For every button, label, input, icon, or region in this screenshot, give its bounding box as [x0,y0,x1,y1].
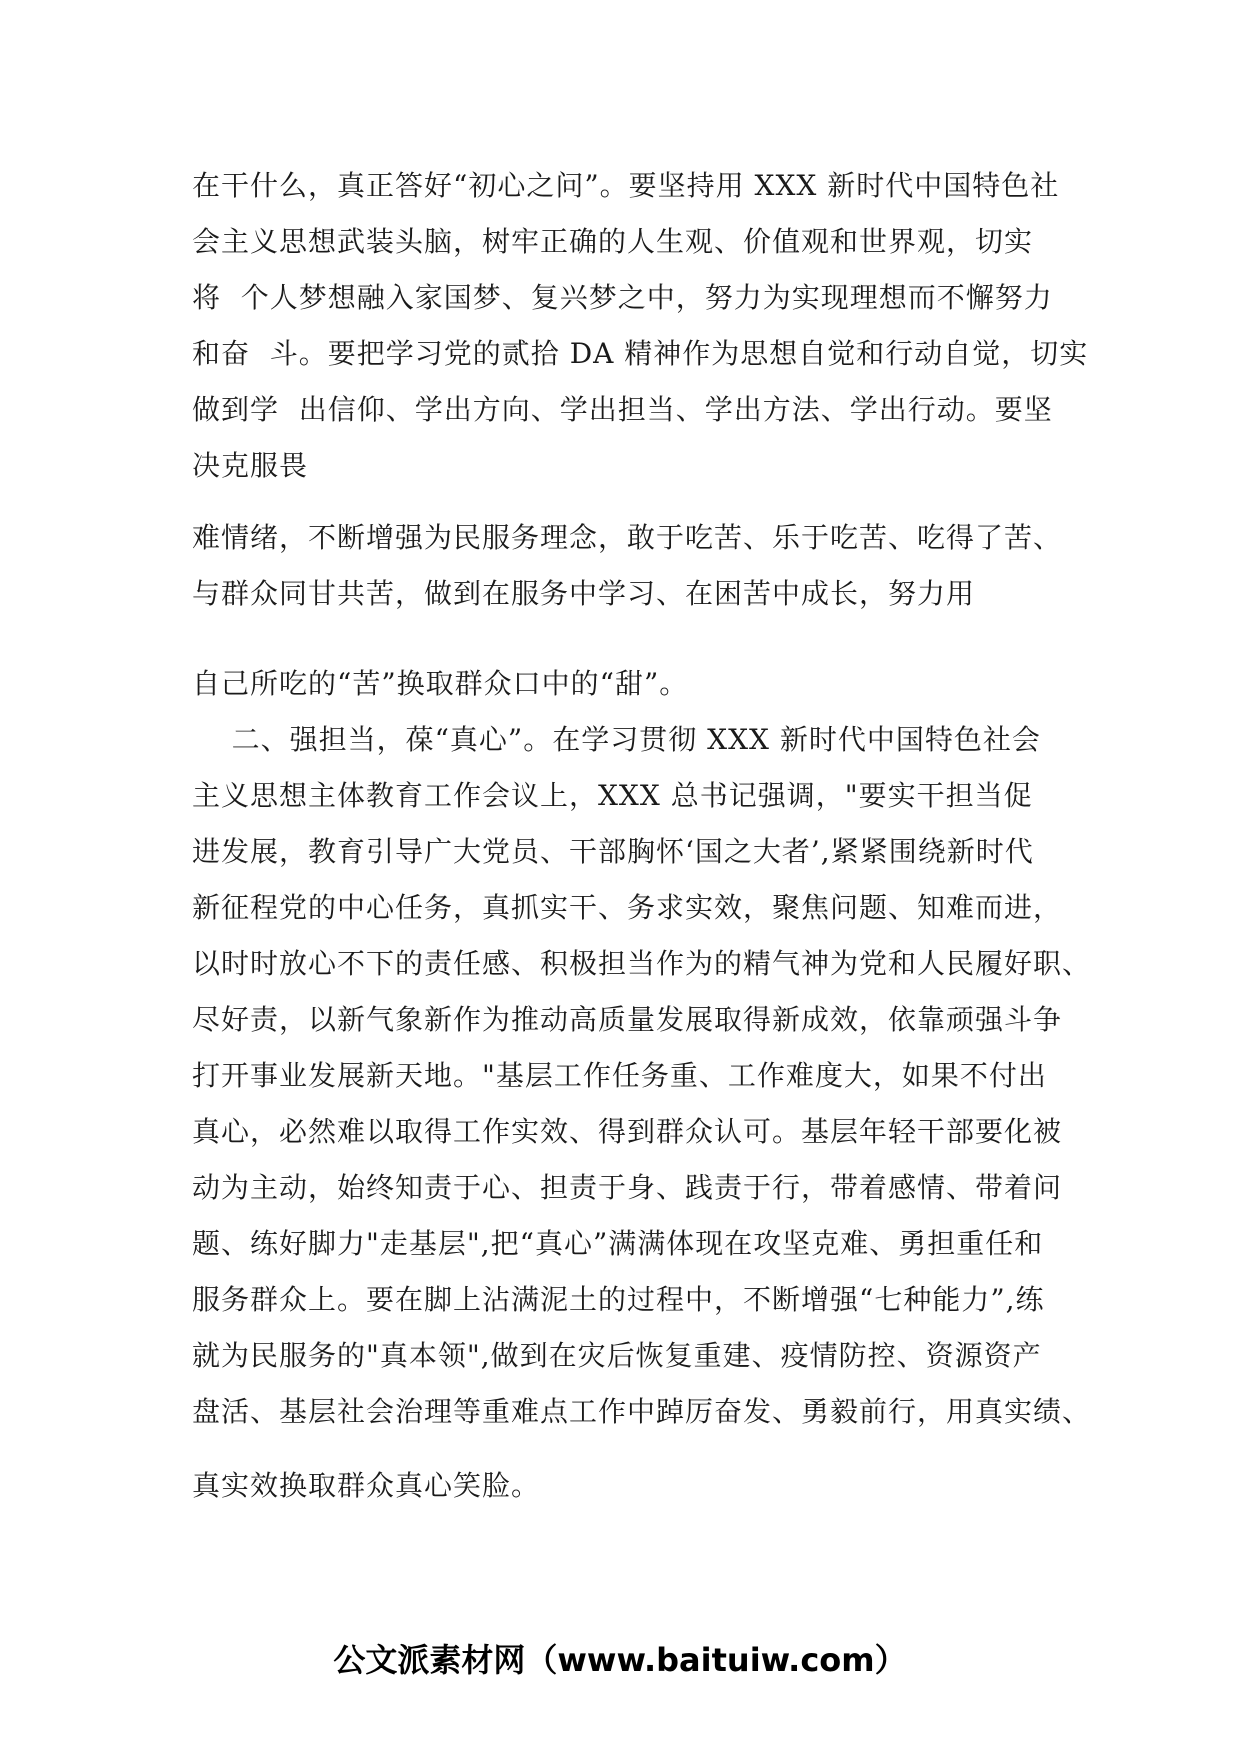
body-text-line: 真心，必然难以取得工作实效、得到群众认可。基层年轻干部要化被 [192,1115,1063,1148]
body-text-line: 会主义思想武装头脑，树牢正确的人生观、价值观和世界观，切实 [192,225,1034,258]
footer-watermark: 公文派素材网（www.baituiw.com） [333,1641,907,1679]
body-text-line: 进发展，教育引导广大党员、干部胸怀‘国之大者’,紧紧围绕新时代 [192,835,1034,868]
body-text-line: 自己所吃的“苦”换取群众口中的“甜”。 [192,667,689,700]
body-text-line: 新征程党的中心任务，真抓实干、务求实效，聚焦问题、知难而进， [192,891,1063,924]
body-text-line: 决克服畏 [192,449,309,482]
body-text-line: 在干什么，真正答好“初心之问”。要坚持用 XXX 新时代中国特色社 [192,169,1060,202]
body-text-line: 难情绪，不断增强为民服务理念，敢于吃苦、乐于吃苦、吃得了苦、 [192,521,1063,554]
body-text-line: 和奋 斗。要把学习党的贰拾 DA 精神作为思想自觉和行动自觉，切实 [192,337,1089,370]
body-text-line: 与群众同甘共苦，做到在服务中学习、在困苦中成长，努力用 [192,577,976,610]
body-text-line: 服务群众上。要在脚上沾满泥土的过程中，不断增强“七种能力”,练 [192,1283,1045,1316]
body-text-line: 真实效换取群众真心笑脸。 [192,1469,541,1502]
body-text-line: 就为民服务的"真本领",做到在灾后恢复重建、疫情防控、资源资产 [192,1339,1042,1372]
body-text-line: 尽好责，以新气象新作为推动高质量发展取得新成效，依靠顽强斗争 [192,1003,1063,1036]
body-text-line: 题、练好脚力"走基层",把“真心”满满体现在攻坚克难、勇担重任和 [192,1227,1044,1260]
body-text-line: 打开事业发展新天地。"基层工作任务重、工作难度大，如果不付出 [192,1059,1047,1092]
body-text-line: 做到学 出信仰、学出方向、学出担当、学出方法、学出行动。要坚 [192,393,1053,426]
body-text-line: 动为主动，始终知责于心、担责于身、践责于行，带着感情、带着问 [192,1171,1063,1204]
body-text-line: 盘活、基层社会治理等重难点工作中踔厉奋发、勇毅前行，用真实绩、 [192,1395,1092,1428]
body-text-line: 将 个人梦想融入家国梦、复兴梦之中，努力为实现理想而不懈努力 [192,281,1053,314]
paragraph-heading-line: 二、强担当，葆“真心”。在学习贯彻 XXX 新时代中国特色社会 [192,723,1041,756]
body-text-line: 以时时放心不下的责任感、积极担当作为的精气神为党和人民履好职、 [192,947,1092,980]
body-text-line: 主义思想主体教育工作会议上，XXX 总书记强调，"要实干担当促 [192,779,1033,812]
